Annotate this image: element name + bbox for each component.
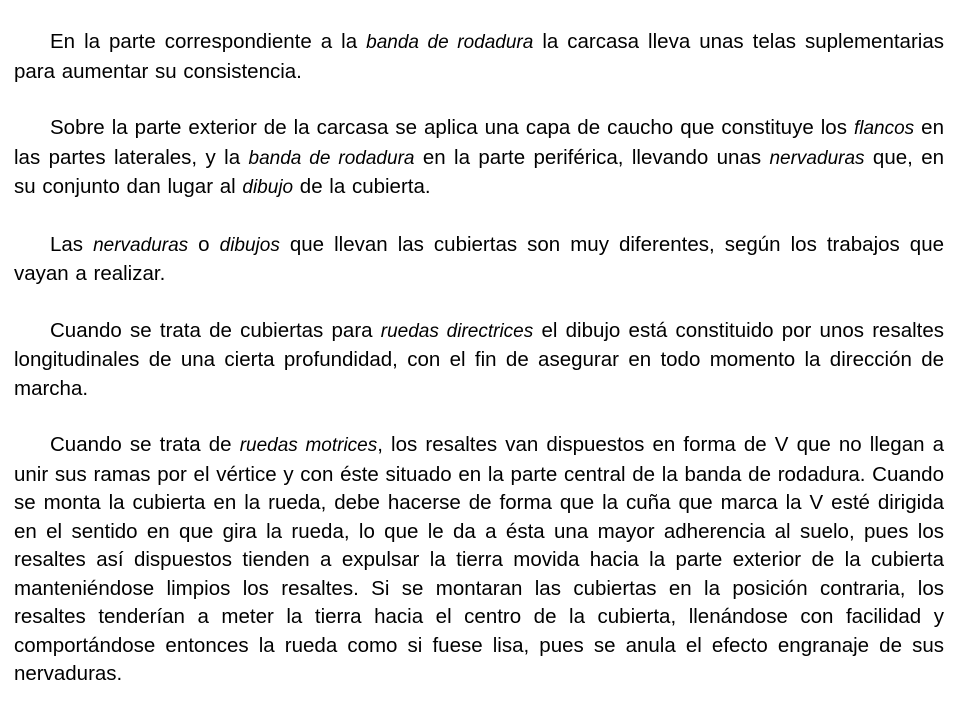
text-span: en la parte periférica, llevando unas [414, 145, 770, 169]
italic-term: ruedas motrices [239, 435, 378, 456]
italic-term: banda de rodadura [248, 147, 415, 169]
italic-term: ruedas directrices [380, 320, 534, 342]
text-span: en las partes laterales, y la [14, 116, 944, 169]
italic-term: nervaduras [93, 234, 189, 256]
text-span: que, en su conjunto dan lugar al [14, 145, 945, 198]
text-span: , los resaltes van dispuestos en forma de V que no llegan a unir sus ramas por el vértice y con éste situado en la parte central de la banda de rodadura. Cuando se monta la cubierta en la rueda, debe hacerse de forma que la cuña que marca la V esté dirigida en el sentido en que gira la rueda, lo que le da a ésta una mayor adherencia al suelo, pues los resaltes así dispuestos tienden a expulsar la tierra movida hacia la parte exterior de la cubierta manteniéndose limpios los resaltes. Si se montaran las cubiertas en la posición contraria, los resaltes tenderían a meter la tierra hacia el centro de la cubierta, llenándose con facilidad y comportándose entonces la rueda como si fuese lisa, pues se anula el efecto engranaje de sus nervaduras. [14, 433, 944, 685]
italic-term: nervaduras [769, 147, 865, 169]
paragraph-ruedas-motrices [14, 431, 944, 689]
text-span: que llevan las cubiertas son muy diferentes, según los trabajos que vayan a realizar. [14, 232, 945, 285]
italic-term: banda de rodadura [366, 32, 534, 53]
paragraph-banda-de-rodadura [14, 28, 944, 86]
text-span: de la cubierta. [293, 175, 431, 198]
text-span: Las [50, 232, 94, 256]
italic-term: flancos [853, 118, 915, 139]
paragraph-nervaduras [14, 231, 944, 289]
italic-term: dibujos [219, 234, 280, 256]
text-span: Cuando se trata de cubiertas para [50, 318, 381, 342]
paragraph-flancos [14, 114, 944, 203]
text-span: la carcasa lleva unas telas suplementarias para aumentar su consistencia. [14, 30, 944, 83]
text-span: Cuando se trata de [50, 433, 240, 456]
text-span: En la parte correspondiente a la [50, 30, 367, 53]
paragraph-ruedas-directrices [14, 317, 944, 404]
italic-term: dibujo [242, 177, 294, 198]
text-span: el dibujo está constituido por unos resaltes longitudinales de una cierta profundidad, con el fin de asegurar en todo momento la dirección de marcha. [14, 318, 944, 400]
text-span: Sobre la parte exterior de la carcasa se aplica una capa de caucho que constituye los [50, 116, 854, 139]
text-span: o [188, 232, 220, 256]
